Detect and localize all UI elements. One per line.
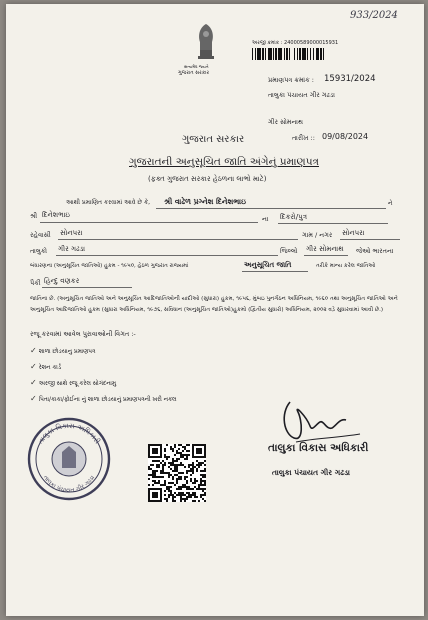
document-item: ✓ રેશન કાર્ડ — [30, 362, 62, 371]
certificate-subtitle: (ફક્ત ગુજરાત સરકાર હેઠળના લાભો માટે) — [148, 175, 267, 183]
taluka: ગીર ગઢડા — [58, 245, 86, 253]
qr-code — [148, 444, 206, 502]
signatory-office: તાલુકા પંચાયત ગીર ગઢડા — [272, 468, 350, 477]
certificate-title: ગુજરાતની અનુસૂચિત જાતિ અંગેનું પ્રમાણપત્ર — [129, 156, 319, 168]
certificate-number: 15931/2024 — [324, 74, 376, 84]
emblem-caption: સત્યમેવ જયતે — [184, 64, 209, 69]
seal-bottom-text: તાલુકા પંચાયત ગીર ગઢડા — [41, 474, 97, 495]
residence-label: રહેવાસી — [30, 231, 51, 239]
certificate-page — [6, 4, 424, 616]
handwritten-reference: 933/2024 — [350, 10, 398, 21]
residence: સોનપરા — [60, 229, 83, 237]
government-heading: ગુજરાત સરકાર — [182, 134, 245, 145]
document-item: ✓ શાળા છોડયાનુ પ્રમાણપત્ર — [30, 346, 96, 355]
village: સોનપરા — [342, 229, 365, 237]
emblem-govt-caption: ગુજરાત સરકાર — [178, 70, 210, 76]
office-seal-stamp — [26, 416, 112, 502]
barcode — [252, 48, 392, 60]
relation-prefix: ના — [262, 215, 269, 223]
signatory-title: તાલુકા વિકાસ અધિકારી — [268, 442, 369, 454]
place: ગીર સોમનાથ — [268, 118, 303, 126]
father-name: દિનેશભાઇ — [42, 211, 70, 219]
application-number: અરજી ક્રમાંક : 24000589000015931 — [252, 40, 339, 46]
father-prefix: શ્રી — [30, 212, 38, 220]
caste-name: હિન્દુ વણકર — [44, 277, 80, 285]
document-item-label: પિતા/કાકા/ફોઈના નું શાળા છોડયાનું પ્રમાણપત્રની ખરી નકલ — [38, 397, 177, 403]
barcode-block — [252, 40, 392, 60]
legal-paragraph: જાતિના છે. (અનુસૂચિત જાતિઓ અને અનુસૂચિત આદિજાતિઓની યાદીઓ (સુધારા) હુકમ, ૧૯૫૬, મુંબઇ પુનર્ગઠન અધિનિયમ, ૧૯૬૦ તથા અનુસૂચિત જાતિઓ અને અનુસૂચિત આદિજાતિઓ હુકમ (સુધારા અધિનિયમ, ૧૯૭૬, સવિધાન (અનુસૂચિત જાતિઓ)હુકમો (દ્વિતીય સુધારો) અધિનિયમ, ૨૦૦૨ વડ઼ે સુધારવામાં આવી છે.) — [30, 296, 398, 313]
caste-category: અનુસૂચિત જાતિ — [244, 261, 292, 269]
relation: દિકરો/પુત્ર — [280, 213, 308, 221]
document-item-label: શાળા છોડયાનુ પ્રમાણપત્ર — [38, 349, 96, 355]
constitution-line: બંધારણના (અનુસૂચિત જાતિઓ) હુકમ - ૧૯૫૦, હેઠળ ગુજરાત રાજ્યમાં — [30, 263, 189, 269]
village-label: ગામ / નગર — [302, 231, 333, 239]
office-line: તાલુકા પંચાયત ગીર ગઢડા — [268, 91, 335, 99]
recognized-as: તરીકે માન્ય કરેલ જાતિઓ — [316, 263, 376, 269]
line-end-ne: ને — [388, 200, 393, 207]
certify-prefix: આથી પ્રમાણિત કરવામાં આવે છે કે, — [66, 199, 151, 206]
documents-heading: રજૂ કરવામાં આવેલ પુરાવાઓની વિગત :- — [30, 330, 136, 338]
svg-text:તાલુકા પંચાયત ગીર ગઢડા — [42, 474, 97, 494]
issue-date: 09/08/2024 — [322, 132, 369, 141]
state-tail: જેઓ ભારતના — [356, 247, 394, 255]
certificate-number-label: પ્રમાણપત્ર ક્રમાંક : — [268, 76, 314, 84]
district-label: જિલ્લો — [280, 247, 298, 255]
caste-prefix: પૈકી — [30, 279, 41, 287]
document-item-label: રેશન કાર્ડ — [38, 365, 62, 371]
document-item: ✓ અરજી સાથે રજૂ કરેલ સોગંદનામુ — [30, 378, 117, 387]
date-label: તારીખ :: — [292, 134, 315, 142]
applicant-name: શ્રી વાઢેળ પ્રગ્નેશ દિનેશભાઇ — [164, 197, 246, 206]
seal-top-text: તાલુકા વિકાસ અધિકારી — [36, 421, 102, 446]
district: ગીર સોમનાથ — [306, 245, 344, 253]
document-item: ✓ પિતા/કાકા/ફોઈના નું શાળા છોડયાનું પ્રમાણપત્રની ખરી નકલ — [30, 394, 177, 403]
document-item-label: અરજી સાથે રજૂ કરેલ સોગંદનામુ — [38, 381, 117, 387]
taluka-label: તાલુકો — [30, 247, 48, 255]
